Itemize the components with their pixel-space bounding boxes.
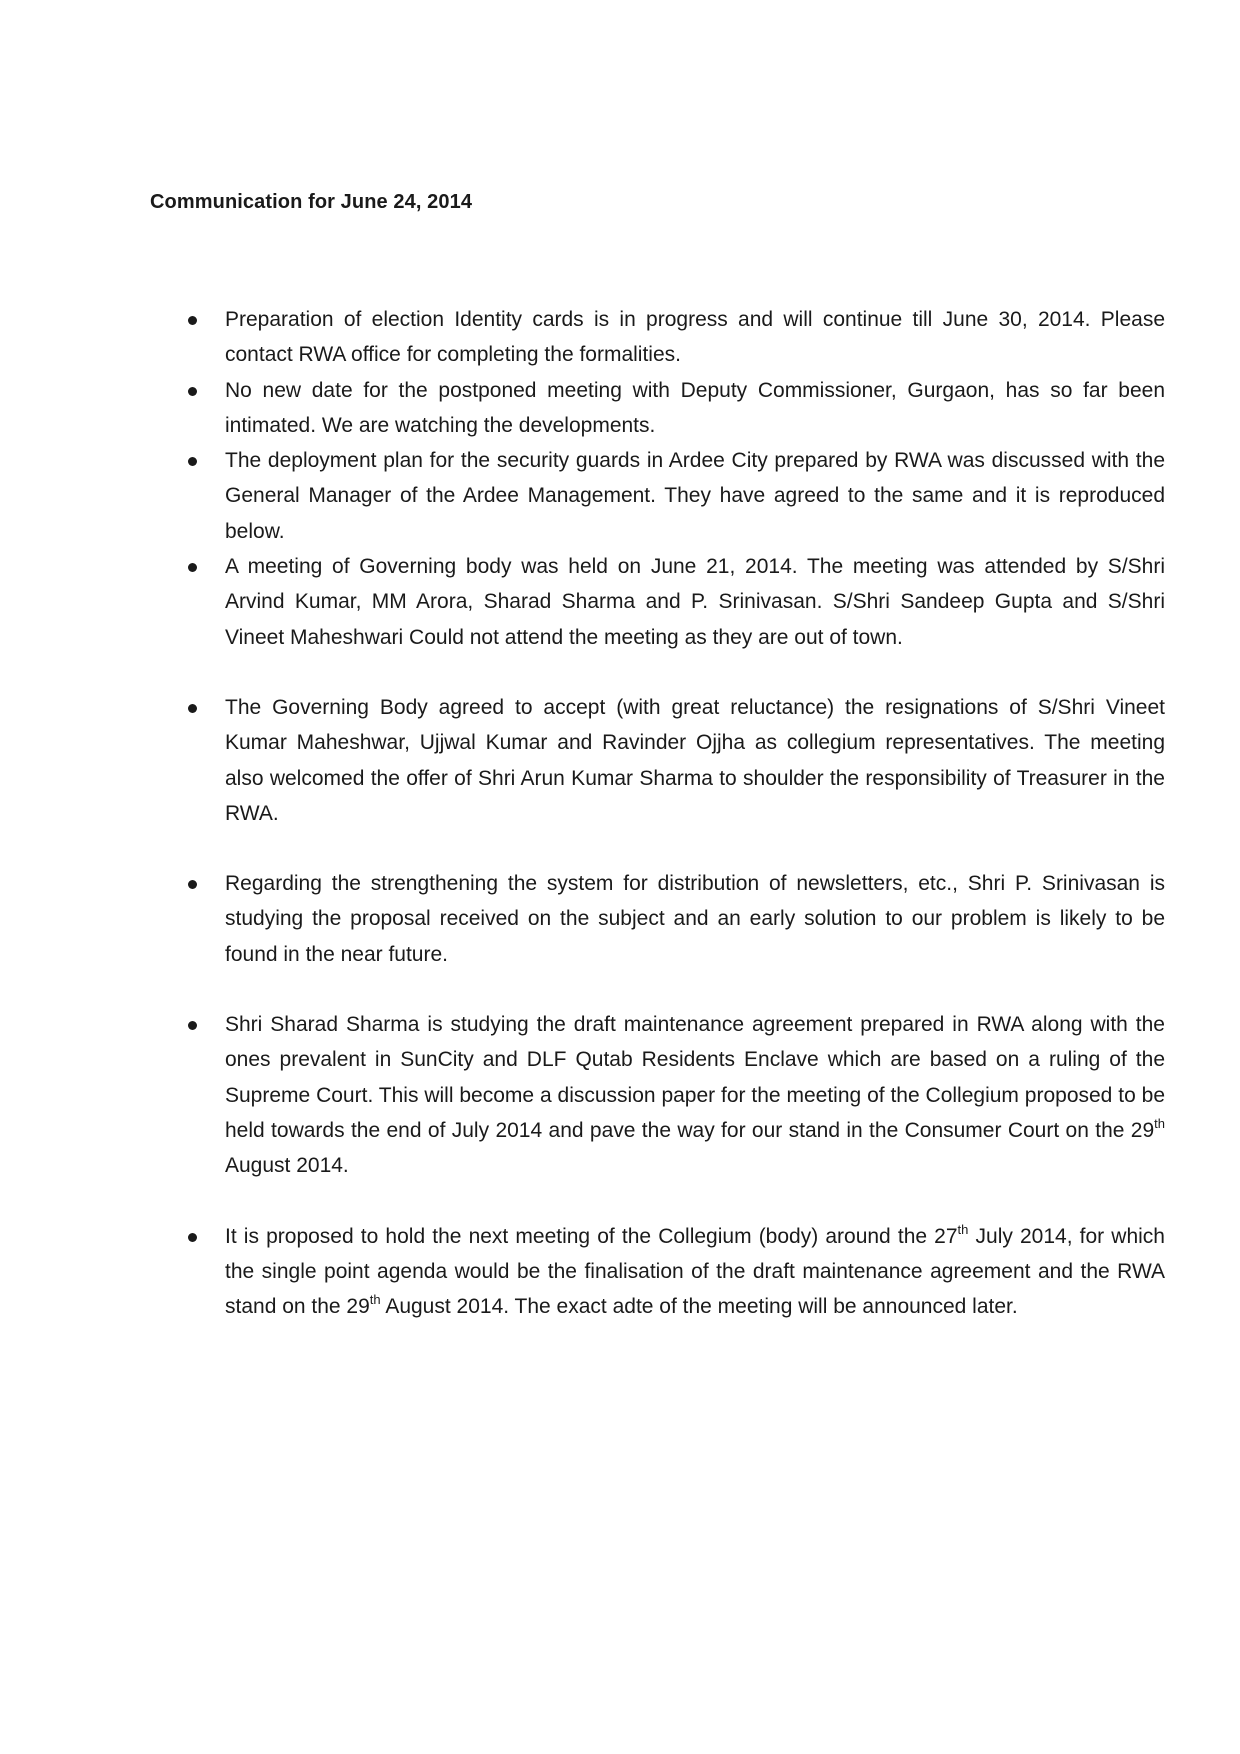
list-item [150, 1007, 1165, 1183]
list-item [150, 373, 1165, 444]
list-item [150, 1219, 1165, 1325]
list-item [150, 866, 1165, 972]
bullet-icon [188, 316, 197, 325]
bullet-icon [188, 1021, 197, 1030]
bullet-icon [188, 880, 197, 889]
document-title: Communication for June 24, 2014 [150, 191, 473, 213]
ordinal-suffix: th [369, 1292, 381, 1308]
list-item [150, 302, 1165, 373]
bullet-icon [188, 387, 197, 396]
ordinal-suffix: th [957, 1221, 969, 1237]
item-text-part: Shri Sharad Sharma is studying the draft maintenance agreement prepared in RWA along with the ones prevalent in SunCity and DLF Qutab Residents Enclave which are based on a ruling of the Supreme Court. This will become a discussion paper for the meeting of the Collegium proposed to be held towards the end of July 2014 and pave the way for our stand in the Consumer Court on the 29 [225, 1013, 1165, 1142]
item-text [225, 1013, 1165, 1177]
list-item [150, 690, 1165, 831]
item-text: No new date for the postponed meeting with Deputy Commissioner, Gurgaon, has so far been intimated. We are watching the developments. [225, 378, 1165, 437]
bullet-icon [188, 457, 197, 466]
bullet-icon [188, 1233, 197, 1242]
item-text-part: July 2014, for which the single point agenda would be the finalisation of the draft maintenance agreement and the RWA stand on the 29 [225, 1224, 1165, 1319]
item-text: A meeting of Governing body was held on June 21, 2014. The meeting was attended by S/Shri Arvind Kumar, MM Arora, Sharad Sharma and P. Srinivasan. S/Shri Sandeep Gupta and S/Shri Vineet Maheshwari Could not attend the meeting as they are out of town. [225, 555, 1165, 649]
item-text: Regarding the strengthening the system for distribution of newsletters, etc., Shri P. Srinivasan is studying the proposal received on the subject and an early solution to our problem is likely to be found in the near future. [225, 872, 1165, 966]
ordinal-suffix: th [1154, 1115, 1165, 1131]
bullet-icon [188, 563, 197, 572]
item-text-part: August 2014. The exact adte of the meeting will be announced later. [380, 1295, 1018, 1319]
item-text: The deployment plan for the security guards in Ardee City prepared by RWA was discussed with the General Manager of the Ardee Management. They have agreed to the same and it is reproduced below. [225, 449, 1165, 543]
item-text-part: It is proposed to hold the next meeting of the Collegium (body) around the 27 [225, 1224, 958, 1248]
list-item [150, 549, 1165, 655]
bullet-list [150, 302, 1165, 1324]
item-text [225, 1221, 1165, 1319]
bullet-icon [188, 704, 197, 713]
item-text: The Governing Body agreed to accept (with great reluctance) the resignations of S/Shri Vineet Kumar Maheshwar, Ujjwal Kumar and Ravinder Ojjha as collegium representatives. The meeting also welcomed the offer of Shri Arun Kumar Sharma to shoulder the responsibility of Treasurer in the RWA. [225, 695, 1165, 825]
list-item [150, 443, 1165, 549]
item-text: Preparation of election Identity cards is in progress and will continue till June 30, 2014. Please contact RWA office for completing the formalities. [225, 308, 1165, 367]
item-text-part: August 2014. [225, 1154, 349, 1178]
